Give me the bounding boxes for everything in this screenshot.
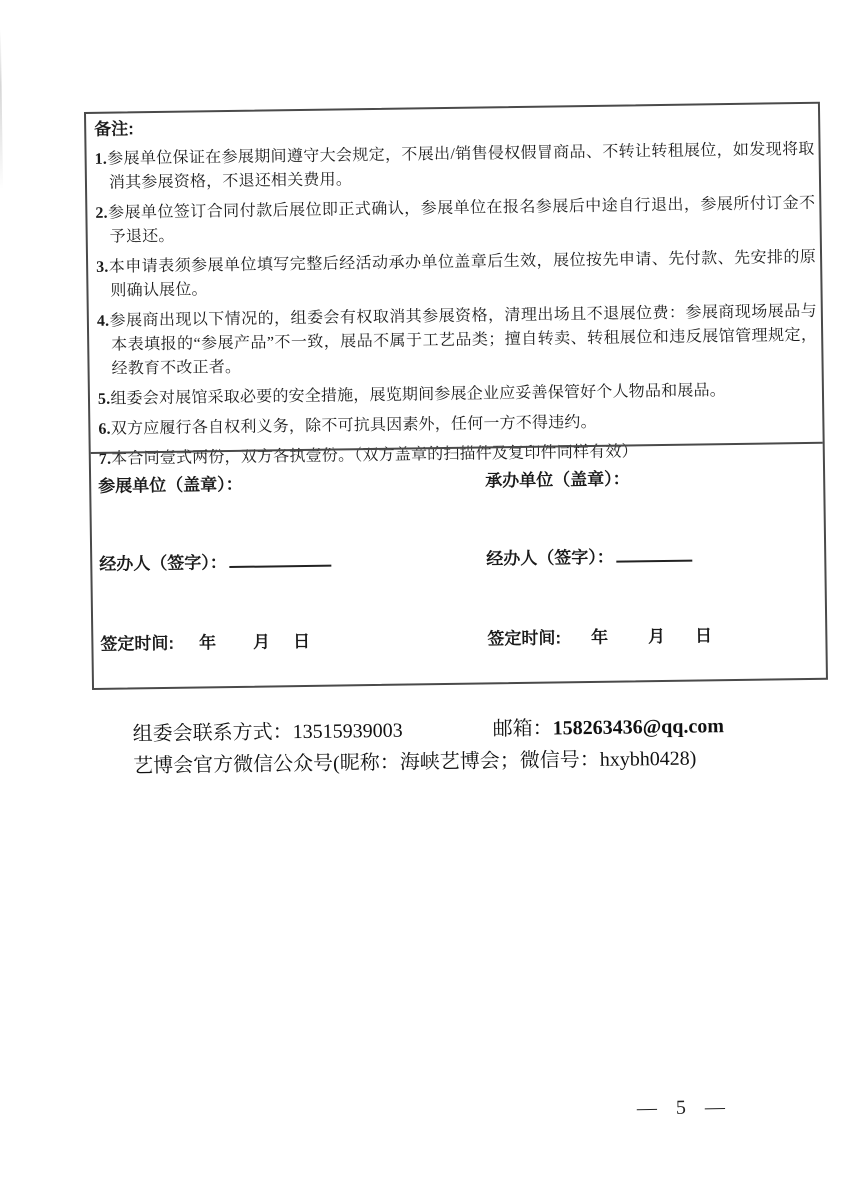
note-number: 6. — [98, 420, 111, 438]
note-text: 双方应履行各自权利义务，除不可抗具因素外，任何一方不得违约。 — [110, 413, 597, 438]
page-number: — 5 — — [636, 1096, 729, 1120]
note-text: 本申请表须参展单位填写完整后经活动承办单位盖章后生效，展位按先申请、先付款、先安排的原则确认展位。 — [108, 248, 817, 300]
signature-blank-line — [616, 547, 692, 563]
exhibitor-seal-label: 参展单位（盖章）： — [98, 474, 243, 496]
note-text: 本合同壹式两份，双方各执壹份。（双方盖章的扫描件及复印件同样有效） — [111, 443, 638, 468]
organizer-signer-label: 经办人（签字）： — [486, 547, 614, 569]
email-address: 158263436@qq.com — [552, 715, 725, 740]
note-item — [95, 192, 816, 250]
note-text: 参展商出现以下情况的，组委会有权取消其参展资格，清理出场且不退展位费：参展商现场展品与本表填报的“参展产品”不一致，展品不属于工艺品类；擅自转卖、转租展位和违反展馆管理规定，经教育不改正者。 — [109, 302, 818, 378]
note-text: 参展单位保证在参展期间遵守大会规定，不展出/销售侵权假冒商品、不转让转租展位，如发现将取消其参展资格，不退还相关费用。 — [106, 140, 815, 192]
exhibitor-date-row — [100, 631, 310, 656]
wechat-official-account-line: 艺博会官方微信公众号(昵称：海峡艺博会；微信号：hxybh0428) — [132, 747, 697, 778]
email-label: 邮箱： — [492, 717, 553, 741]
note-text: 参展单位签订合同付款后展位即正式确认，参展单位在报名参展后中途自行退出，参展所付订金不予退还。 — [107, 194, 816, 246]
note-number: 3. — [96, 258, 109, 276]
committee-phone-label: 组委会联系方式： — [132, 721, 293, 746]
note-number: 2. — [95, 204, 108, 222]
remarks-box — [84, 102, 828, 690]
note-item — [98, 408, 818, 442]
note-number: 4. — [96, 312, 110, 330]
day-label: 日 — [694, 626, 713, 646]
year-label: 年 — [198, 633, 217, 653]
scan-artifact-streak — [0, 29, 3, 189]
note-number: 5. — [97, 390, 111, 408]
committee-phone-number: 13515939003 — [292, 719, 403, 744]
month-label: 月 — [252, 632, 271, 652]
contact-email-group — [492, 710, 724, 745]
contact-block — [132, 711, 725, 783]
signing-date-label: 签定时间: — [100, 633, 175, 654]
exhibitor-signer-label: 经办人（签字）： — [99, 553, 227, 574]
note-item — [98, 378, 818, 412]
remarks-title: 备注: — [94, 119, 135, 139]
year-label: 年 — [590, 627, 609, 647]
signature-blank-line — [229, 552, 331, 568]
note-number: 7. — [98, 450, 112, 468]
organizer-signer-row — [486, 546, 692, 571]
month-label: 月 — [647, 626, 666, 647]
organizer-date-row — [487, 625, 712, 650]
note-number: 1. — [94, 150, 108, 168]
organizer-seal-label: 承办单位（盖章）： — [485, 469, 630, 491]
note-item — [94, 138, 815, 196]
remarks-area — [86, 104, 823, 472]
day-label: 日 — [292, 631, 311, 652]
note-text: 组委会对展馆采取必要的安全措施，展览期间参展企业应妥善保管好个人物品和展品。 — [110, 382, 727, 408]
signing-date-label: 签定时间: — [487, 628, 562, 649]
note-item — [96, 246, 817, 304]
note-item — [97, 300, 818, 382]
exhibitor-signer-row — [99, 551, 331, 576]
